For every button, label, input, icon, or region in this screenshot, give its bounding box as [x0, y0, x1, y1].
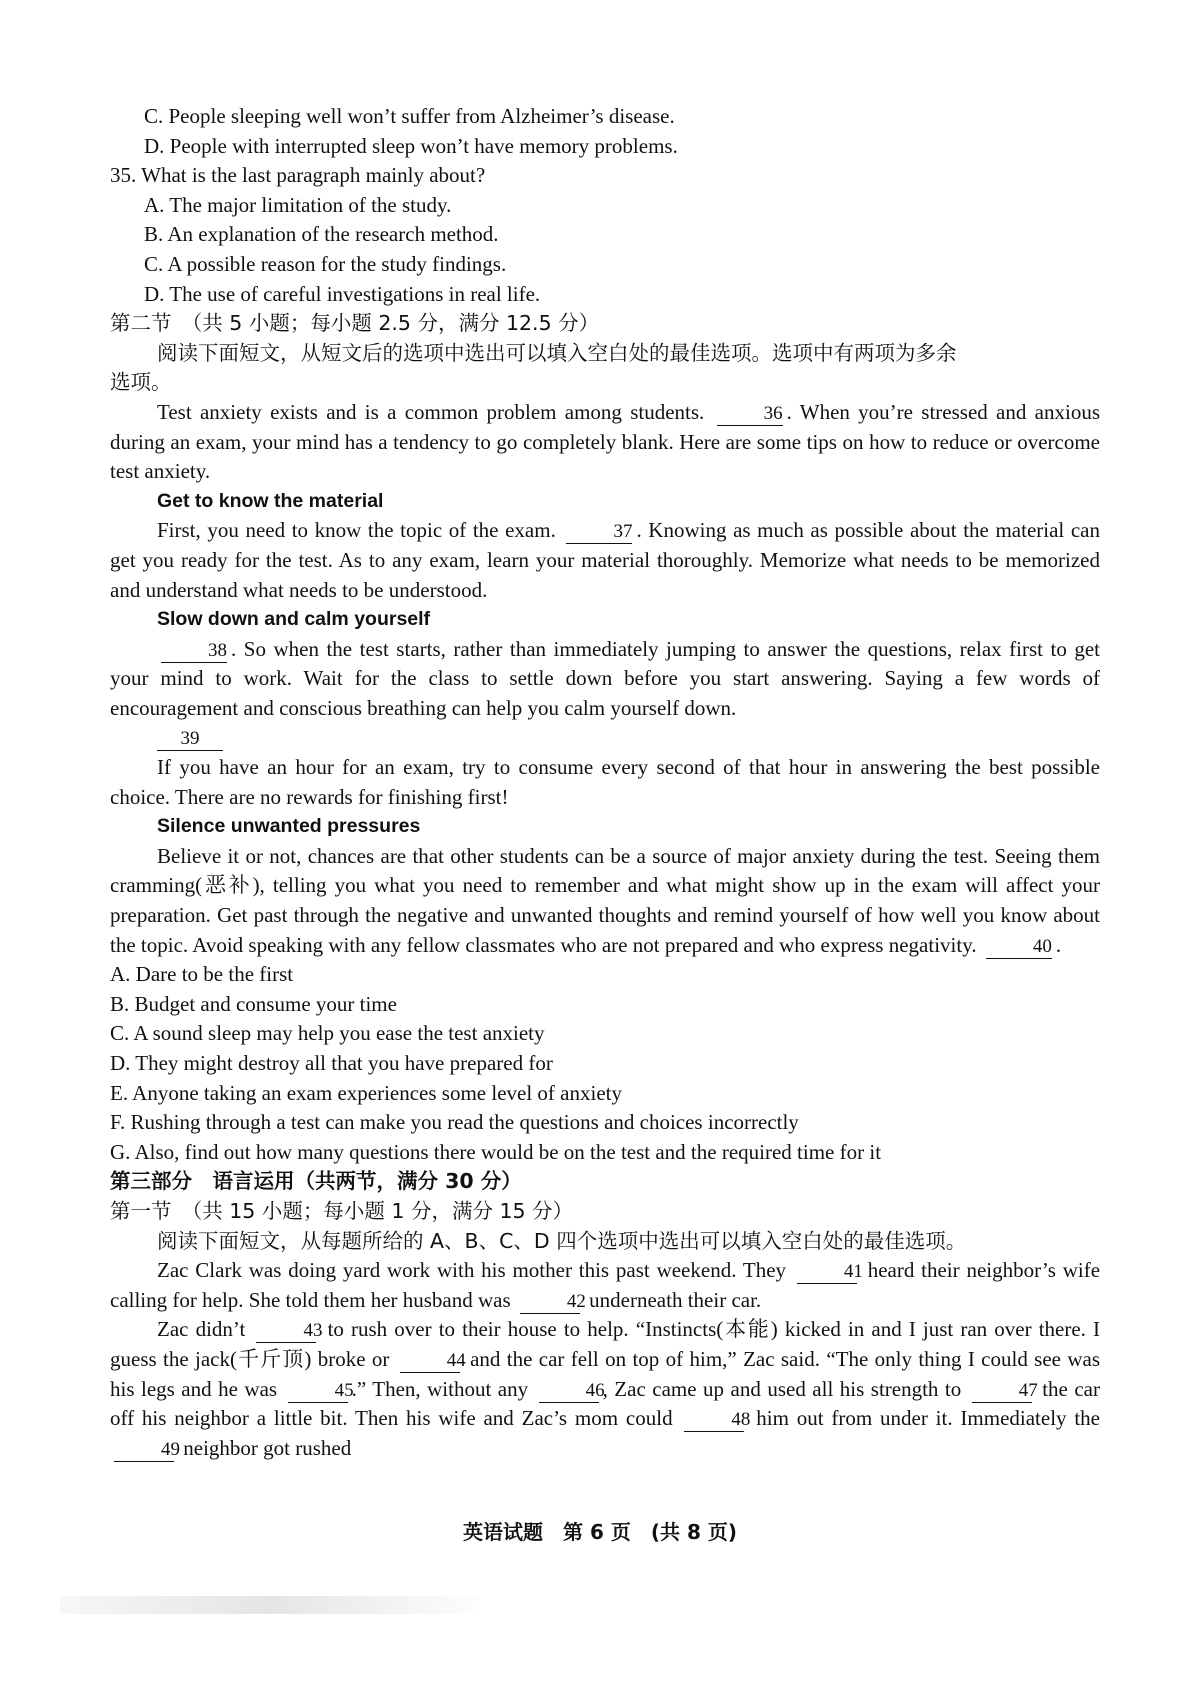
scan-smudge — [60, 1596, 480, 1614]
heading-slow-down: Slow down and calm yourself — [157, 608, 431, 631]
blank-47: 47 — [972, 1380, 1032, 1403]
blank-43: 43 — [256, 1320, 316, 1343]
cloze-text-10: him out from under it. Immediately the — [756, 1406, 1101, 1431]
part3-header: 第三部分 语言运用（共两节，满分 30 分） — [110, 1169, 522, 1194]
q35-option-a: A. The major limitation of the study. — [144, 192, 452, 217]
cloze-text-7: .” Then, without any — [351, 1376, 529, 1401]
part3-instruction: 阅读下面短文，从每题所给的 A、B、C、D 四个选项中选出可以填入空白处的最佳选项。 — [157, 1228, 967, 1253]
blank-39: 39 — [157, 728, 223, 751]
q34-option-d: D. People with interrupted sleep won’t have memory problems. — [144, 133, 678, 158]
blank-49: 49 — [114, 1439, 174, 1462]
option-a: A. Dare to be the first — [110, 962, 294, 987]
part3-section1-header: 第一节 （共 15 小题；每小题 1 分，满分 15 分） — [110, 1198, 574, 1223]
option-f: F. Rushing through a test can make you read the questions and choices incorrectly — [110, 1110, 799, 1135]
p5-text-b: . — [1055, 932, 1062, 957]
option-d: D. They might destroy all that you have prepared for — [110, 1051, 553, 1075]
option-c: C. A sound sleep may help you ease the test anxiety — [110, 1021, 545, 1046]
cloze-text-2: heard their neighbor’s wife calling for help. She told them her husband was — [110, 1258, 1101, 1312]
blank-48: 48 — [684, 1409, 744, 1432]
page-footer: 英语试题 第 6 页 (共 8 页) — [463, 1520, 737, 1544]
blank-41: 41 — [797, 1261, 857, 1284]
paragraph-silence — [110, 842, 1100, 960]
blank-36: 36 — [717, 403, 783, 426]
cloze-paragraph-2 — [110, 1315, 1100, 1463]
instruction-line1: 阅读下面短文，从短文后的选项中选出可以填入空白处的最佳选项。选项中有两项为多余 — [157, 340, 957, 365]
q35-option-c: C. A possible reason for the study findings. — [144, 251, 507, 276]
option-e: E. Anyone taking an exam experiences some level of anxiety — [110, 1080, 622, 1105]
option-g: G. Also, find out how many questions there would be on the test and the required time for it — [110, 1139, 882, 1164]
heading-blank-39 — [110, 723, 1100, 753]
cloze-text-3: underneath their car. — [589, 1287, 762, 1312]
cloze-text-1: Zac Clark was doing yard work with his mother this past weekend. They — [157, 1258, 787, 1283]
blank-42: 42 — [520, 1291, 580, 1314]
intro-text-b: . When you’re stressed and anxious during an exam, your mind has a tendency to go completely blank. Here are some tips on how to reduce or overcome test anxiety. — [110, 399, 1100, 484]
q34-option-c: C. People sleeping well won’t suffer from Alzheimer’s disease. — [144, 104, 675, 128]
section2-instruction-cont: 选项。 — [110, 370, 172, 395]
p3-text-b: . So when the test starts, rather than immediately jumping to answer the questions, relax first to get your mind to work. Wait for the class to settle down before you start answering. Saying a few words of encouragement and conscious breathing can help you calm yourself down. — [110, 636, 1100, 720]
paragraph-intro — [110, 398, 1100, 487]
cloze-text-9: the car off his neighbor a little bit. Then his wife and Zac’s mom could — [110, 1376, 1100, 1431]
section2-instruction — [110, 339, 1100, 369]
heading-know-material: Get to know the material — [157, 489, 384, 512]
section2-header: 第二节 （共 5 小题；每小题 2.5 分，满分 12.5 分） — [110, 311, 600, 336]
q35-option-b: B. An explanation of the research method. — [144, 222, 499, 247]
intro-text-a: Test anxiety exists and is a common problem among students. — [157, 399, 705, 424]
page-content — [110, 102, 1100, 1463]
blank-40: 40 — [986, 936, 1052, 959]
cloze-text-6: and the car fell on top of him,” Zac said. “The only thing I could see was his legs and he was — [110, 1346, 1101, 1401]
q35-option-d: D. The use of careful investigations in real life. — [144, 281, 541, 306]
blank-37: 37 — [566, 521, 632, 544]
q35-stem: 35. What is the last paragraph mainly about? — [110, 163, 486, 188]
cloze-text-4: Zac didn’t — [157, 1317, 246, 1342]
p2-text-b: . Knowing as much as possible about the material can get you ready for the test. As to any exam, learn your material thoroughly. Memorize what needs to be memorized and understand what needs to be understood. — [110, 518, 1101, 602]
cloze-text-11: neighbor got rushed — [183, 1435, 352, 1460]
paragraph-slow-down — [110, 635, 1100, 724]
heading-silence-pressures: Silence unwanted pressures — [157, 815, 421, 838]
blank-38: 38 — [161, 640, 227, 663]
cloze-text-5: to rush over to their house to help. “Instincts(本能) kicked in and I just ran over there. I guess the jack(千斤顶) broke or — [110, 1317, 1101, 1371]
cloze-text-8: , Zac came up and used all his strength to — [602, 1376, 962, 1401]
option-b: B. Budget and consume your time — [110, 991, 397, 1016]
paragraph-time: If you have an hour for an exam, try to consume every second of that hour in answering the best possible choice. There are no rewards for finishing first! — [110, 755, 1100, 809]
blank-44: 44 — [400, 1350, 460, 1373]
blank-45: 45 — [288, 1380, 348, 1403]
paragraph-know-material — [110, 516, 1100, 605]
p2-text-a: First, you need to know the topic of the exam. — [157, 518, 556, 543]
cloze-paragraph-1 — [110, 1256, 1100, 1315]
blank-46: 46 — [539, 1380, 599, 1403]
p5-text-a: Believe it or not, chances are that other students can be a source of major anxiety during the test. Seeing them cramming(恶补), telling you what you need to remember and what might show up in the exam will affect your preparation. Get past through the negative and unwanted thoughts and remind yourself of how well you know about the topic. Avoid speaking with any fellow classmates who are not prepared and who express negativity. — [110, 843, 1100, 957]
